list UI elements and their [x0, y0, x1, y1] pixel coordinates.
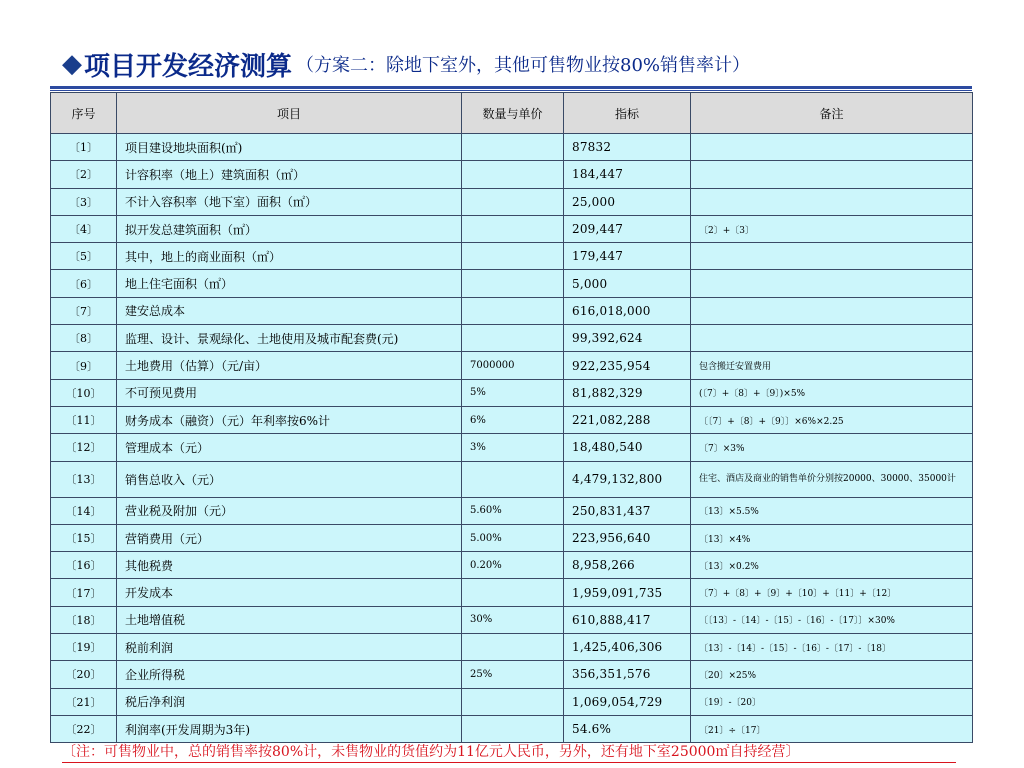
row-qty-price — [462, 270, 564, 297]
row-qty-price: 5% — [462, 379, 564, 406]
row-number: 〔9〕 — [51, 352, 117, 379]
table-row — [51, 270, 973, 297]
table-row — [51, 497, 973, 524]
row-item: 营业税及附加（元） — [117, 497, 462, 524]
table-row — [51, 552, 973, 579]
row-qty-price — [462, 715, 564, 742]
title-main: 项目开发经济测算 — [84, 51, 293, 82]
row-number: 〔12〕 — [51, 434, 117, 461]
row-indicator: 250,831,437 — [564, 497, 691, 524]
row-number: 〔13〕 — [51, 461, 117, 497]
row-qty-price — [462, 297, 564, 324]
row-note: 住宅、酒店及商业的销售单价分别按20000、30000、35000计 — [691, 461, 973, 497]
row-note — [691, 270, 973, 297]
row-qty-price — [462, 215, 564, 242]
row-note: 〔〔7〕+〔8〕+〔9〕〕×6%×2.25 — [691, 406, 973, 433]
row-note: 〔20〕×25% — [691, 661, 973, 688]
table-row — [51, 379, 973, 406]
header-indicator: 指标 — [564, 93, 691, 134]
row-note: 〔7〕×3% — [691, 434, 973, 461]
row-item: 不可预见费用 — [117, 379, 462, 406]
row-number: 〔5〕 — [51, 243, 117, 270]
row-indicator: 4,479,132,800 — [564, 461, 691, 497]
row-note: 〔2〕+〔3〕 — [691, 215, 973, 242]
row-qty-price — [462, 134, 564, 161]
row-note: 〔13〕×4% — [691, 524, 973, 551]
row-item: 拟开发总建筑面积（㎡） — [117, 215, 462, 242]
row-note: 〔13〕×0.2% — [691, 552, 973, 579]
row-indicator: 610,888,417 — [564, 606, 691, 633]
row-item: 营销费用（元） — [117, 524, 462, 551]
row-number: 〔7〕 — [51, 297, 117, 324]
row-item: 税后净利润 — [117, 688, 462, 715]
table-row — [51, 606, 973, 633]
row-qty-price: 30% — [462, 606, 564, 633]
row-number: 〔21〕 — [51, 688, 117, 715]
row-indicator: 179,447 — [564, 243, 691, 270]
row-item: 计容积率（地上）建筑面积（㎡） — [117, 161, 462, 188]
table-row — [51, 524, 973, 551]
row-indicator: 616,018,000 — [564, 297, 691, 324]
row-item: 监理、设计、景观绿化、土地使用及城市配套费(元) — [117, 325, 462, 352]
row-indicator: 54.6% — [564, 715, 691, 742]
row-item: 建安总成本 — [117, 297, 462, 324]
row-indicator: 209,447 — [564, 215, 691, 242]
row-indicator: 81,882,329 — [564, 379, 691, 406]
row-qty-price: 5.60% — [462, 497, 564, 524]
header-no: 序号 — [51, 93, 117, 134]
row-item: 其他税费 — [117, 552, 462, 579]
header-note: 备注 — [691, 93, 973, 134]
row-note — [691, 134, 973, 161]
row-item: 项目建设地块面积(㎡) — [117, 134, 462, 161]
row-qty-price — [462, 688, 564, 715]
table-row — [51, 134, 973, 161]
table-row — [51, 406, 973, 433]
table-row — [51, 434, 973, 461]
footnote: 〔注：可售物业中，总的销售率按80%计，未售物业的货值约为11亿元人民币，另外，还有地下室25000㎡自持经营〕 — [62, 742, 956, 763]
table-row — [51, 325, 973, 352]
row-item: 企业所得税 — [117, 661, 462, 688]
row-indicator: 223,956,640 — [564, 524, 691, 551]
table-row — [51, 215, 973, 242]
header-qty-price: 数量与单价 — [462, 93, 564, 134]
row-note: (〔7〕+〔8〕+〔9〕)×5% — [691, 379, 973, 406]
row-qty-price: 7000000 — [462, 352, 564, 379]
row-indicator: 87832 — [564, 134, 691, 161]
row-qty-price — [462, 243, 564, 270]
row-note — [691, 188, 973, 215]
row-number: 〔19〕 — [51, 634, 117, 661]
row-number: 〔8〕 — [51, 325, 117, 352]
row-indicator: 1,069,054,729 — [564, 688, 691, 715]
row-item: 不计入容积率（地下室）面积（㎡） — [117, 188, 462, 215]
row-number: 〔14〕 — [51, 497, 117, 524]
table-row — [51, 715, 973, 742]
row-qty-price: 5.00% — [462, 524, 564, 551]
header-item: 项目 — [117, 93, 462, 134]
row-note: 〔19〕-〔20〕 — [691, 688, 973, 715]
economic-calculation-table — [50, 92, 973, 743]
table-row — [51, 188, 973, 215]
table-row — [51, 579, 973, 606]
row-number: 〔2〕 — [51, 161, 117, 188]
row-number: 〔18〕 — [51, 606, 117, 633]
row-note: 〔13〕-〔14〕-〔15〕-〔16〕-〔17〕-〔18〕 — [691, 634, 973, 661]
row-item: 销售总收入（元） — [117, 461, 462, 497]
row-qty-price: 0.20% — [462, 552, 564, 579]
row-qty-price: 6% — [462, 406, 564, 433]
row-indicator: 922,235,954 — [564, 352, 691, 379]
table-row — [51, 634, 973, 661]
diamond-bullet-icon: ◆ — [62, 49, 82, 79]
row-item: 财务成本（融资）（元）年利率按6%计 — [117, 406, 462, 433]
title-divider-thin — [50, 90, 972, 91]
row-item: 管理成本（元） — [117, 434, 462, 461]
table-row — [51, 297, 973, 324]
table-row — [51, 161, 973, 188]
row-indicator: 221,082,288 — [564, 406, 691, 433]
table-body — [51, 134, 973, 743]
row-note — [691, 325, 973, 352]
row-number: 〔1〕 — [51, 134, 117, 161]
table-row — [51, 352, 973, 379]
row-indicator: 1,425,406,306 — [564, 634, 691, 661]
title-divider-thick — [50, 86, 972, 89]
row-number: 〔17〕 — [51, 579, 117, 606]
row-note: 〔21〕÷〔17〕 — [691, 715, 973, 742]
row-indicator: 1,959,091,735 — [564, 579, 691, 606]
row-number: 〔15〕 — [51, 524, 117, 551]
table-header-row — [51, 93, 973, 134]
row-indicator: 184,447 — [564, 161, 691, 188]
row-qty-price: 3% — [462, 434, 564, 461]
row-indicator: 8,958,266 — [564, 552, 691, 579]
row-item: 地上住宅面积（㎡） — [117, 270, 462, 297]
row-number: 〔16〕 — [51, 552, 117, 579]
row-number: 〔20〕 — [51, 661, 117, 688]
row-note: 包含搬迁安置费用 — [691, 352, 973, 379]
row-qty-price — [462, 461, 564, 497]
table-row — [51, 688, 973, 715]
row-item: 土地费用（估算）（元/亩） — [117, 352, 462, 379]
row-item: 土地增值税 — [117, 606, 462, 633]
title-subtitle: （方案二：除地下室外，其他可售物业按80%销售率计） — [296, 55, 751, 76]
row-indicator: 99,392,624 — [564, 325, 691, 352]
row-qty-price — [462, 634, 564, 661]
row-item: 开发成本 — [117, 579, 462, 606]
row-note: 〔7〕+〔8〕+〔9〕+〔10〕+〔11〕+〔12〕 — [691, 579, 973, 606]
row-indicator: 356,351,576 — [564, 661, 691, 688]
row-indicator: 18,480,540 — [564, 434, 691, 461]
row-number: 〔10〕 — [51, 379, 117, 406]
row-number: 〔4〕 — [51, 215, 117, 242]
row-qty-price — [462, 188, 564, 215]
row-item: 利润率(开发周期为3年) — [117, 715, 462, 742]
row-qty-price — [462, 161, 564, 188]
row-item: 税前利润 — [117, 634, 462, 661]
row-indicator: 5,000 — [564, 270, 691, 297]
row-note — [691, 243, 973, 270]
row-note — [691, 161, 973, 188]
row-number: 〔11〕 — [51, 406, 117, 433]
table-row — [51, 661, 973, 688]
row-note — [691, 297, 973, 324]
page-title — [62, 44, 750, 84]
table-row — [51, 243, 973, 270]
row-note: 〔13〕×5.5% — [691, 497, 973, 524]
row-qty-price — [462, 325, 564, 352]
row-qty-price — [462, 579, 564, 606]
row-indicator: 25,000 — [564, 188, 691, 215]
table-row — [51, 461, 973, 497]
row-item: 其中，地上的商业面积（㎡） — [117, 243, 462, 270]
row-note: 〔〔13〕-〔14〕-〔15〕-〔16〕-〔17〕〕×30% — [691, 606, 973, 633]
row-qty-price: 25% — [462, 661, 564, 688]
row-number: 〔6〕 — [51, 270, 117, 297]
row-number: 〔3〕 — [51, 188, 117, 215]
row-number: 〔22〕 — [51, 715, 117, 742]
